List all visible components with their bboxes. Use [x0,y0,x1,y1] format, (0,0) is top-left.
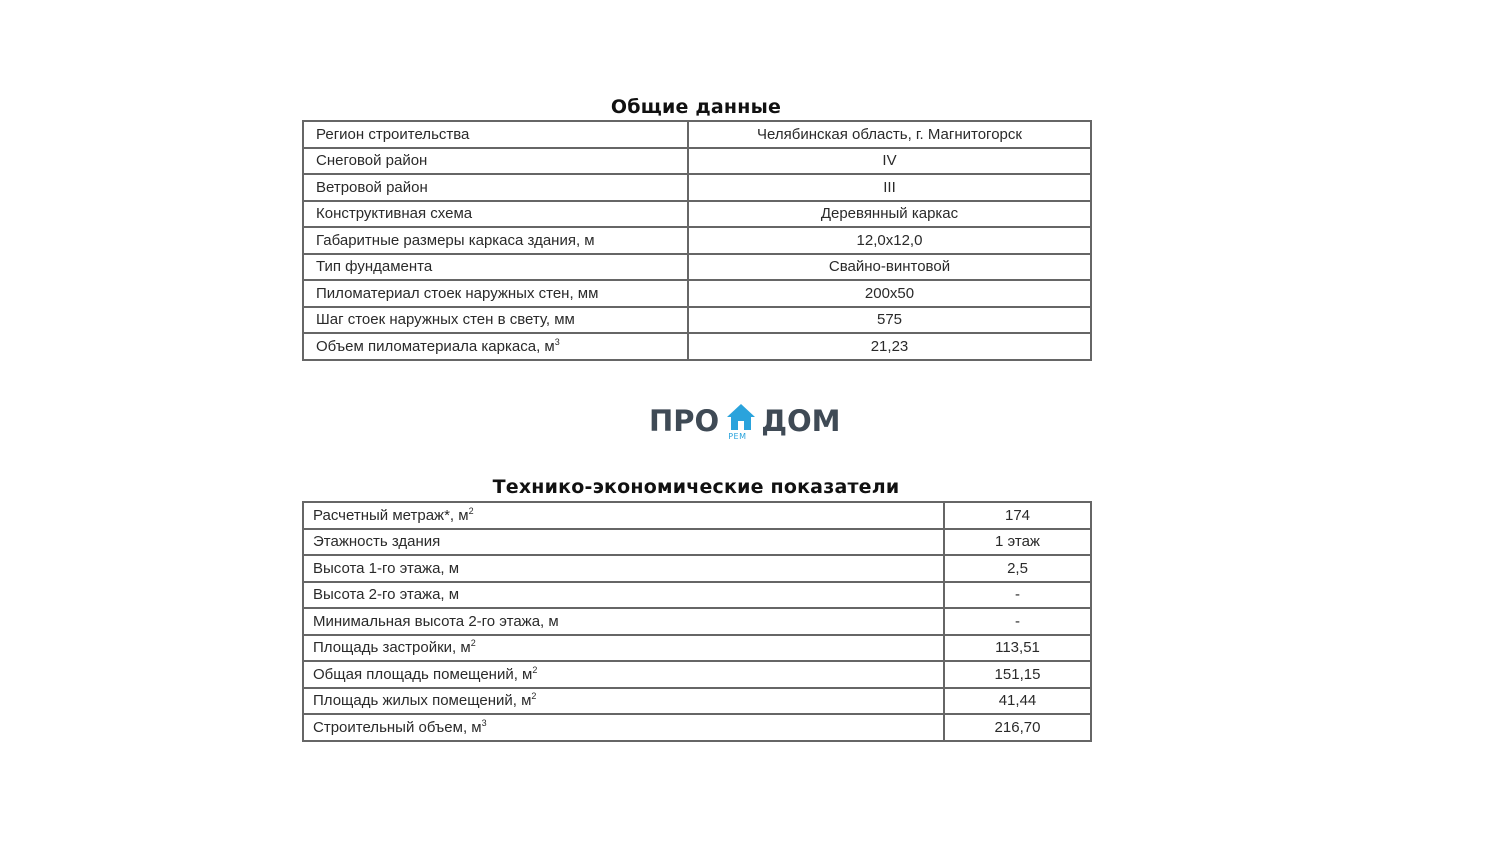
row-label: Пиломатериал стоек наружных стен, мм [303,280,688,307]
row-label: Шаг стоек наружных стен в свету, мм [303,307,688,334]
table-row [303,661,1091,688]
row-value: - [944,582,1091,609]
row-value: 575 [688,307,1091,334]
general-data-table [302,120,1092,361]
table-row [303,635,1091,662]
row-label: Конструктивная схема [303,201,688,228]
logo-word-right: ДОМ [761,404,841,438]
table-row [303,121,1091,148]
row-label: Габаритные размеры каркаса здания, м [303,227,688,254]
row-label: Ветровой район [303,174,688,201]
row-value: 2,5 [944,555,1091,582]
table-row [303,201,1091,228]
row-value: - [944,608,1091,635]
row-value: Челябинская область, г. Магнитогорск [688,121,1091,148]
logo-subtext: РЕМ [728,432,747,441]
table-row [303,148,1091,175]
row-value: 12,0x12,0 [688,227,1091,254]
row-label: Объем пиломатериала каркаса, $м^3$ [303,333,688,360]
row-label: Расчетный метраж*, $м^2$ [303,502,944,529]
row-value: 41,44 [944,688,1091,715]
table-row [303,688,1091,715]
table-row [303,608,1091,635]
tech-indicators-title: Технико-экономические показатели [492,476,900,498]
table-row [303,280,1091,307]
prodom-logo [649,402,841,444]
logo-word-left: ПРО [649,404,720,438]
row-value: IV [688,148,1091,175]
tech-indicators-table [302,501,1092,742]
row-value: Свайно-винтовой [688,254,1091,281]
row-label: Высота 2-го этажа, м [303,582,944,609]
row-value: 113,51 [944,635,1091,662]
row-label: Площадь застройки, $м^2$ [303,635,944,662]
general-data-title: Общие данные [610,96,782,118]
house-icon [725,402,757,444]
row-label: Высота 1-го этажа, м [303,555,944,582]
row-label: Тип фундамента [303,254,688,281]
row-value: 200x50 [688,280,1091,307]
table-row [303,333,1091,360]
table-row [303,529,1091,556]
row-value: 216,70 [944,714,1091,741]
table-row [303,714,1091,741]
row-value: 21,23 [688,333,1091,360]
table-row [303,555,1091,582]
table-row [303,254,1091,281]
table-row [303,582,1091,609]
table-row [303,227,1091,254]
row-label: Снеговой район [303,148,688,175]
table-row [303,307,1091,334]
table-row [303,174,1091,201]
row-label: Этажность здания [303,529,944,556]
row-value: III [688,174,1091,201]
row-value: 174 [944,502,1091,529]
row-label: Строительный объем, $м^3$ [303,714,944,741]
table-row [303,502,1091,529]
row-label: Регион строительства [303,121,688,148]
row-label: Минимальная высота 2-го этажа, м [303,608,944,635]
row-value: 151,15 [944,661,1091,688]
row-label: Общая площадь помещений, $м^2$ [303,661,944,688]
row-value: 1 этаж [944,529,1091,556]
row-value: Деревянный каркас [688,201,1091,228]
row-label: Площадь жилых помещений, $м^2$ [303,688,944,715]
